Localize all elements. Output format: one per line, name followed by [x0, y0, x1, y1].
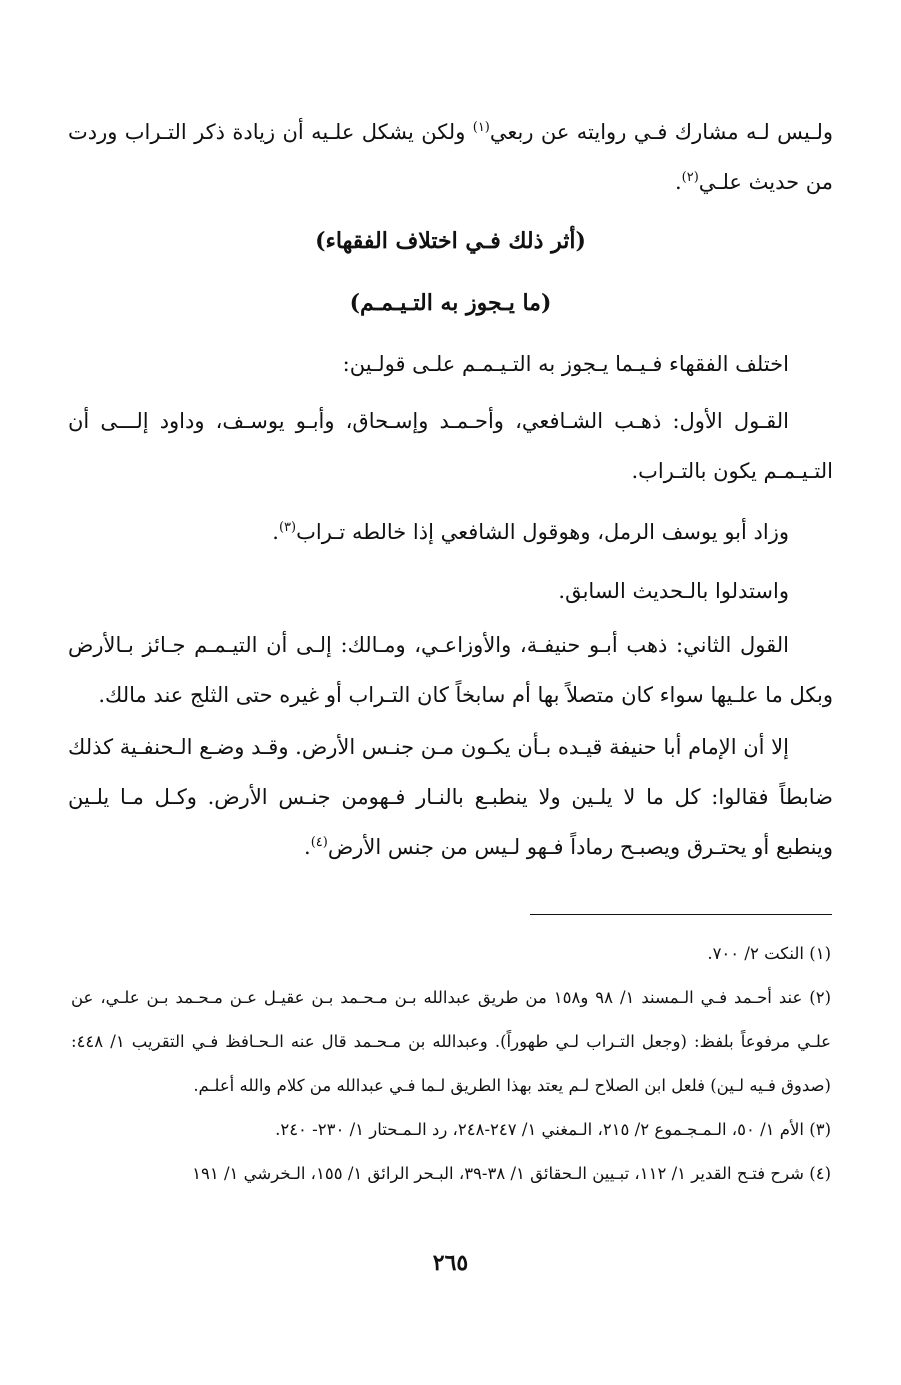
paragraph-3 — [68, 396, 833, 496]
paragraph-1-end: . — [674, 170, 682, 194]
footnote-2: (٢) عند أحـمد فـي الـمسند ١/ ٩٨ و١٥٨ من طريق عبدالله بـن مـحـمد بـن عقيـل عـن مـحـمد بـن علـي، عن علـي مرفوعاً بلفظ: (وجعل التـراب لـي طهوراً). وعبدالله بن مـحـمد قال عنه الـحـافظ فـي التقريب ١/ ٤٤٨: (صدوق فـيه لـين) فلعل ابن الصلاح لـم يعتد بهذا الطريق لـما فـي عبدالله من كلام والله أعلـم. — [71, 988, 831, 1095]
paragraph-4 — [68, 507, 833, 557]
footnote-3: (٣) الأم ١/ ٥٠، الـمـجـموع ٢/ ٢١٥، الـمغني ١/ ٢٤٧-٢٤٨، رد الـمـحتار ١/ ٢٣٠- ٢٤٠. — [275, 1120, 831, 1139]
paragraph-2 — [68, 339, 833, 389]
footnote-4: (٤) شرح فتـح القدير ١/ ١١٢، تبـيين الـحقائق ١/ ٣٨-٣٩، البـحر الرائق ١/ ١٥٥، الـخرشي ١/ ١٩١ — [192, 1164, 831, 1183]
paragraph-1 — [68, 107, 833, 207]
paragraph-7-end: . — [304, 835, 311, 859]
footnotes-section — [71, 932, 831, 1196]
subsection-heading: (ما يـجوز به التـيـمـم) — [349, 290, 552, 316]
footnote-ref-2[interactable]: (٢) — [681, 170, 699, 185]
paragraph-7-text: إلا أن الإمام أبا حنيفة قيـده بـأن يكـون مـن جنـس الأرض. وقـد وضـع الـحنفـية كذلك ضابطاً فقالوا: كل ما لا يلـين ولا ينطبـع بالنـار فـهومن جنـس الأرض. وكـل مـا يلـين وينطبع أو يحتـرق ويصبـح رماداً فـهو لـيس من جنس الأرض — [68, 735, 833, 859]
paragraph-5-text: واستدلوا بالـحديث السابق. — [558, 579, 789, 603]
paragraph-7 — [68, 722, 833, 872]
paragraph-6-text: القول الثاني: ذهب أبـو حنيفـة، والأوزاعـي، ومـالك: إلـى أن التيـمـم جـائز بـالأرض وبكل ما علـيها سواء كان متصلاً بها أم سابخاً كان التـراب أو غيره حتى الثلج عند مالك. — [68, 633, 833, 707]
paragraph-2-text: اختلف الفقهاء فـيـما يـجوز به التـيـمـم علـى قولـين: — [342, 352, 789, 376]
footnote-ref-1[interactable]: (١) — [472, 120, 490, 135]
footnote-1: (١) النكت ٢/ ٧٠٠. — [707, 944, 831, 963]
footnote-separator — [530, 914, 832, 915]
footnote-ref-3[interactable]: (٣) — [278, 520, 297, 535]
paragraph-5 — [68, 566, 833, 616]
paragraph-4-end: . — [272, 520, 279, 544]
paragraph-1-text-b: ولكن يشكل علـيه أن زيادة ذكر التـراب وردت من حديث علـي — [68, 120, 833, 194]
paragraph-3-text: القـول الأول: ذهـب الشـافعي، وأحـمـد وإسـحاق، وأبـو يوسـف، وداود إلـــى أن التـيـمـم يكون بالتـراب. — [68, 409, 833, 483]
page-number: ٢٦٥ — [432, 1250, 469, 1276]
paragraph-6 — [68, 620, 833, 720]
paragraph-1-text: ولـيس لـه مشارك فـي روايته عن ربعي — [489, 120, 833, 144]
footnote-ref-4[interactable]: (٤) — [310, 835, 328, 850]
section-heading: (أثر ذلك فـي اختلاف الفقهاء) — [315, 228, 586, 254]
paragraph-4-text: وزاد أبو يوسف الرمل، وهوقول الشافعي إذا خالطه تـراب — [296, 520, 789, 544]
